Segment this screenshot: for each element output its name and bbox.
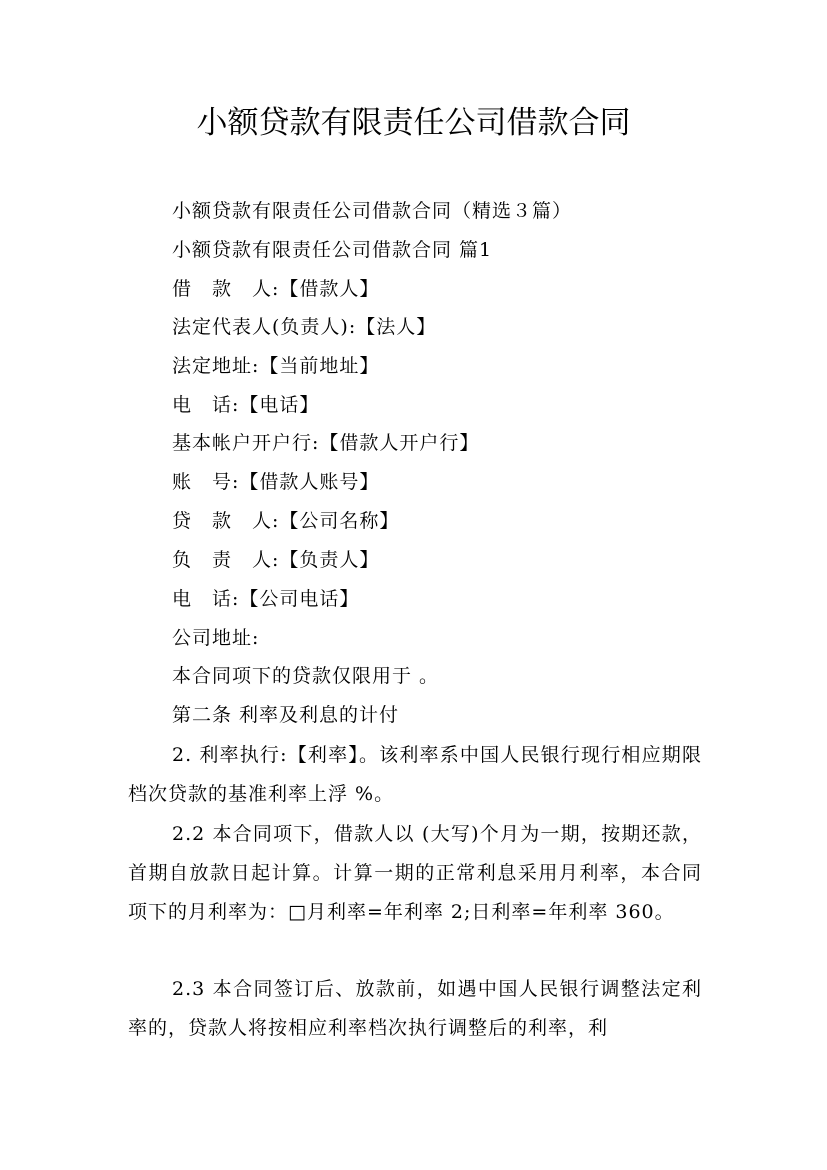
- paragraph-repayment: 2.2 本合同项下，借款人以 (大写)个月为一期，按期还款，首期自放款日起计算。计算一期的正常利息采用月利率，本合同项下的月利率为：□月利率=年利率 2;日利率=年利率 360。: [128, 823, 702, 923]
- account-line: 账 号:【借款人账号】: [172, 471, 380, 493]
- borrower-line: 借 款 人:【借款人】: [172, 278, 380, 300]
- company-phone-line: 电 话:【公司电话】: [172, 588, 360, 610]
- paragraph-adjustment: 2.3 本合同签订后、放款前，如遇中国人民银行调整法定利率的，贷款人将按相应利率档次执行调整后的利率，利: [128, 978, 702, 1039]
- section-heading: 小额贷款有限责任公司借款合同 篇1: [172, 239, 493, 261]
- lender-line: 贷 款 人:【公司名称】: [172, 510, 400, 532]
- company-address-line: 公司地址:: [172, 627, 260, 649]
- responsible-line: 负 责 人:【负责人】: [172, 549, 380, 571]
- phone-line: 电 话:【电话】: [172, 394, 320, 416]
- article-heading: 第二条 利率及利息的计付: [172, 704, 400, 726]
- legal-address-line: 法定地址:【当前地址】: [172, 355, 380, 377]
- subtitle-line: 小额贷款有限责任公司借款合同（精选３篇）: [172, 200, 573, 222]
- legal-rep-line: 法定代表人(负责人):【法人】: [172, 316, 437, 338]
- loan-purpose-line: 本合同项下的贷款仅限用于 。: [172, 665, 440, 687]
- paragraph-rate: 2. 利率执行:【利率】。该利率系中国人民银行现行相应期限档次贷款的基准利率上浮 %。: [128, 744, 702, 805]
- bank-line: 基本帐户开户行:【借款人开户行】: [172, 432, 480, 454]
- document-title: 小额贷款有限责任公司借款合同: [196, 105, 631, 141]
